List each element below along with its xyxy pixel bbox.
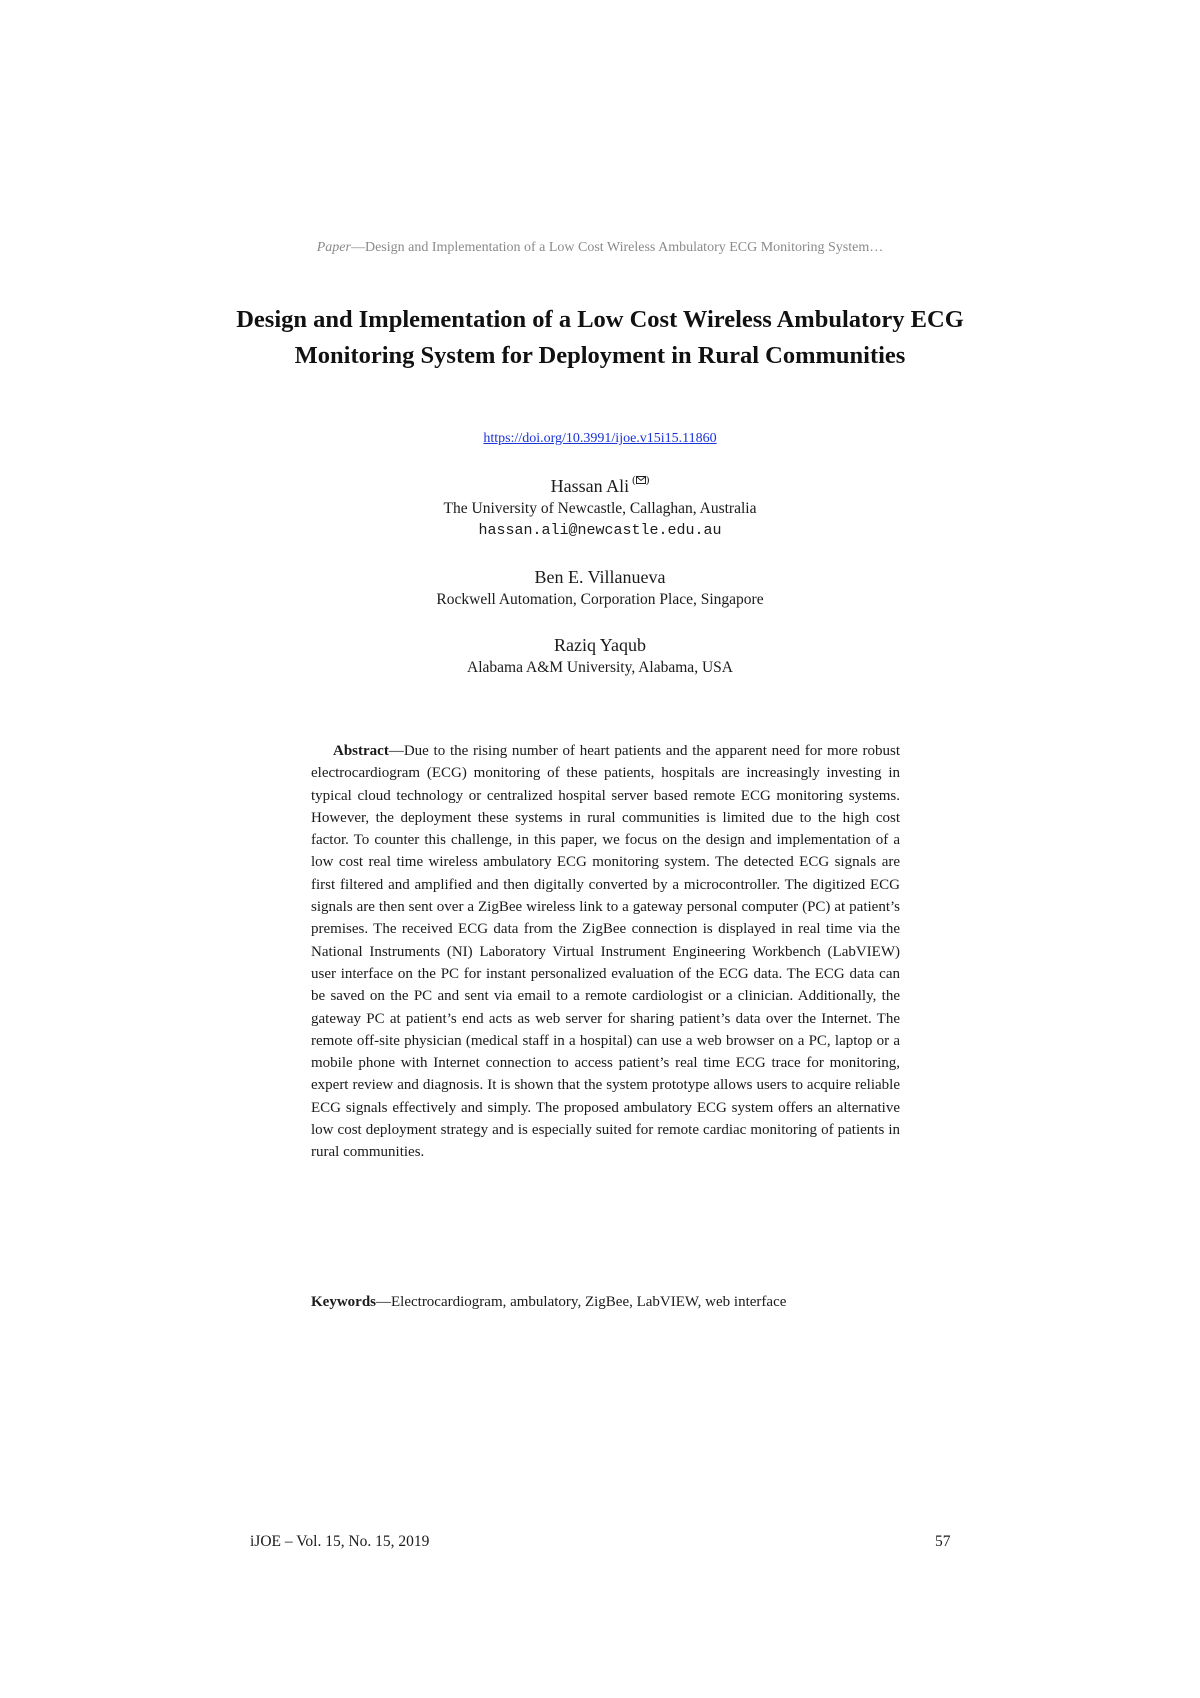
abstract-text: Due to the rising number of heart patients and the apparent need for more robust electrocardiogram (ECG) monitoring of these patients, hospitals are increasingly investing in typical cloud technology or centralized hospital server based remote ECG monitoring systems. However, the deployment these systems in rural communities is limited due to the high cost factor. To counter this challenge, in this paper, we focus on the design and implementation of a low cost real time wireless ambulatory ECG monitoring system. The detected ECG signals are first filtered and amplified and then digitally converted by a microcontroller. The digitized ECG signals are then sent over a ZigBee wireless link to a gateway personal computer (PC) at patient’s premises. The received ECG data from the ZigBee connection is displayed in real time via the National Instruments (NI) Laboratory Virtual Instrument Engineering Workbench (LabVIEW) user interface on the PC for instant personalized evaluation of the ECG data. The ECG data can be saved on the PC and sent via email to a remote cardiologist or a clinician. Additionally, the gateway PC at patient’s end acts as web server for sharing patient’s data over the Internet. The remote off-site physician (medical staff in a hospital) can use a web browser on a PC, laptop or a mobile phone with Internet connection to access patient’s real time ECG trace for monitoring, expert review and diagnosis. It is shown that the system prototype allows users to acquire reliable ECG signals effectively and simply. The proposed ambulatory ECG system offers an alternative low cost deployment strategy and is especially suited for remote cardiac monitoring of patients in rural communities.: [311, 743, 900, 1161]
author-name: Raziq Yaqub: [553, 635, 646, 655]
keywords-dash: —: [376, 1294, 391, 1310]
running-header-dash: —: [350, 240, 365, 255]
author-affiliation: Rockwell Automation, Corporation Place, Singapore: [436, 591, 764, 608]
abstract-dash: —: [388, 743, 404, 759]
keywords-text: Electrocardiogram, ambulatory, ZigBee, LabVIEW, web interface: [391, 1294, 787, 1310]
author-affiliation: Alabama A&M University, Alabama, USA: [467, 659, 733, 676]
keywords-label: Keywords: [311, 1294, 376, 1310]
running-header-text: Design and Implementation of a Low Cost Wireless Ambulatory ECG Monitoring System…: [364, 240, 884, 255]
running-header-prefix: Paper: [316, 240, 351, 255]
envelope-icon: ( ): [632, 474, 650, 486]
running-header: [0, 240, 1200, 256]
abstract-label: Abstract: [333, 743, 389, 759]
footer-page-number: 57: [935, 1533, 951, 1550]
author-block-2: [0, 565, 1200, 611]
author-block-1: [0, 474, 1200, 542]
footer-journal: iJOE ‒ Vol. 15, No. 15, 2019: [250, 1533, 430, 1550]
doi-line: [0, 431, 1200, 447]
author-name-row: [0, 474, 1200, 498]
abstract: [311, 740, 900, 1164]
author-name: Hassan Ali: [550, 476, 630, 496]
author-name: Ben E. Villanueva: [534, 567, 666, 587]
author-email[interactable]: hassan.ali@newcastle.edu.au: [478, 522, 722, 539]
author-affiliation: The University of Newcastle, Callaghan, Australia: [443, 500, 757, 517]
paper-title: Design and Implementation of a Low Cost Wireless Ambulatory ECG Monitoring System for Deployment in Rural Communities: [236, 306, 964, 369]
doi-link[interactable]: https://doi.org/10.3991/ijoe.v15i15.11860: [483, 431, 717, 446]
author-block-3: [0, 633, 1200, 679]
keywords: [311, 1291, 911, 1313]
